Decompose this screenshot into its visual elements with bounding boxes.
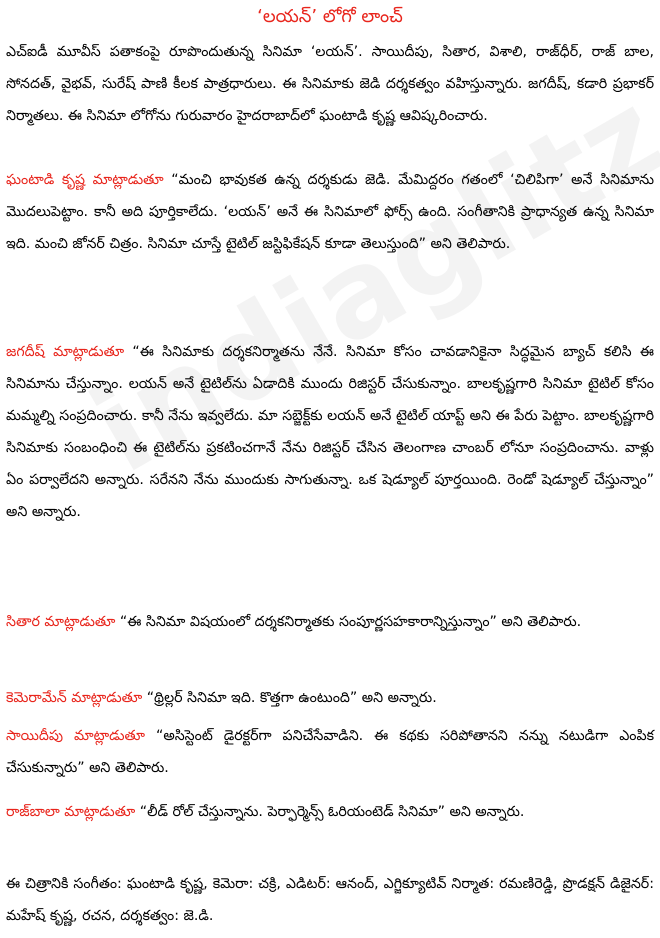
quote-jagadeesh <box>6 336 654 528</box>
quote-text: “మంచి భావుకత ఉన్న దర్శకుడు జెడి. మేమిద్దరం గతంలో ‘చిలిపిగా’ అనే సినిమాను మొదలుపెట్టాం. కానీ అది పూర్తికాలేదు. ‘లయన్’ అనే ఈ సినిమాలో ఫోర్స్ ఉంది. సంగీతానికి ప్రాధాన్యత ఉన్న సినిమా ఇది. మంచి జోనర్ చిత్రం. సినిమా చూస్తే టైటిల్ జస్టిఫికేషన్ కూడా తెలుస్తుంది” అని తెలిపారు. <box>6 172 654 252</box>
speaker-rajbala: రాజ్‌బాలా మాట్లాడుతూ <box>6 804 136 820</box>
quote-text: “ఈ సినిమాకు దర్శకనిర్మాతను నేనే. సినిమా కోసం చావడానికైనా సిద్ధమైన బ్యాచ్ కలిసి ఈ సినిమాను చేస్తున్నాం. లయన్ అనే టైటిల్‌ను ఏడాదికి ముందు రిజిస్టర్ చేసుకున్నాం. బాలకృష్ణగారి సినిమా టైటిల్ కోసం మమ్మల్ని సంప్రదించారు. కానీ నేను ఇవ్వలేదు. మా సబ్జెక్ట్‌కు లయన్ అనే టైటిల్ యాప్ట్ అని ఈ పేరు పెట్టాం. బాలకృష్ణగారి సినిమాకు సంబంధించి ఈ టైటిల్‌ను ప్రకటించగానే నేను రిజిస్టర్ చేసిన తెలంగాణ చాంబర్ లోనూ సంప్రదించాను. వాళ్లు ఏం పర్వాలేదని అన్నారు. సరేనని నేను ముందుకు సాగుతున్నా. ఒక షెడ్యూల్ పూర్తయింది. రెండో షెడ్యూల్ చేస్తున్నాం” అని అన్నారు. <box>6 344 655 520</box>
quote-text: “లీడ్ రోల్ చేస్తున్నాను. పెర్ఫార్మెన్స్ ఓరియంటెడ్ సినిమా” అని అన్నారు. <box>135 804 525 820</box>
intro-paragraph <box>6 36 654 132</box>
credits-text: ఈ చిత్రానికి సంగీతం: ఘంటాడి కృష్ణ, కెమెరా: చక్రి, ఎడిటర్: ఆనంద్, ఎగ్జిక్యూటివ్ నిర్మాత: రమణిరెడ్డి, ప్రొడక్షన్ డిజైనర్: మహేష్ కృష్ణ, రచన, దర్శకత్వం: జె.డి. <box>6 876 654 924</box>
quote-text: “థ్రిల్లర్ సినిమా ఇది. కొత్తగా ఉంటుంది” అని అన్నారు. <box>142 690 437 706</box>
quote-ghantadi-krishna <box>6 164 654 260</box>
quote-sitara <box>6 606 654 638</box>
quote-rajbala <box>6 796 654 828</box>
quote-cameraman <box>6 682 654 714</box>
quote-text: “ఈ సినిమా విషయంలో దర్శకనిర్మాతకు సంపూర్ణసహకారాన్నిస్తున్నాం” అని తెలిపారు. <box>115 614 582 630</box>
speaker-ghantadi-krishna: ఘంటాడి కృష్ణ మాట్లాడుతూ <box>6 172 164 188</box>
speaker-saideepu: సాయిదీపు మాట్లాడుతూ <box>6 728 146 744</box>
article-title: ‘లయన్’ లోగో లాంచ్ <box>257 6 403 27</box>
speaker-sitara: సితార మాట్లాడుతూ <box>6 614 116 630</box>
credits-paragraph <box>6 868 654 932</box>
speaker-jagadeesh: జగదీష్ మాట్లాడుతూ <box>6 344 125 360</box>
speaker-cameraman: కెమెరామేన్ మాట్లాడుతూ <box>6 690 143 706</box>
intro-text: ఎచ్‌ఐడీ మూవీస్ పతాకంపై రూపొందుతున్న సినిమా ‘లయన్’. సాయిదీపు, సితార, విశాలి, రాజ్‌ధీర్, రాజ్ బాల, సోనదత్, వైభవ్, సురేష్ పాణి కీలక పాత్రధారులు. ఈ సినిమాకు జెడి దర్శకత్వం వహిస్తున్నారు. జగదీష్, కడారి ప్రభాకర్ నిర్మాతలు. ఈ సినిమా లోగోను గురువారం హైదరాబాద్‌లో ఘంటాడి కృష్ణ ఆవిష్కరించారు. <box>6 44 654 124</box>
quote-saideepu <box>6 720 654 784</box>
quote-text: “అసిస్టెంట్ డైరక్టర్‌గా పనిచేసేవాడిని. ఈ కథకు సరిపోతానని నన్ను నటుడిగా ఎంపిక చేసుకున్నారు” అని తెలిపారు. <box>6 728 654 776</box>
